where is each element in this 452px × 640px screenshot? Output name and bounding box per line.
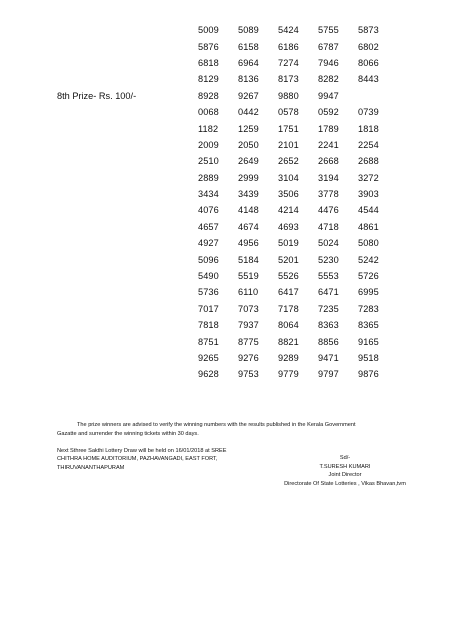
number-row xyxy=(198,88,398,104)
ticket-number: 6787 xyxy=(318,41,339,52)
ticket-number: 0592 xyxy=(318,107,339,118)
ticket-number: 5526 xyxy=(278,271,299,282)
ticket-number: 8928 xyxy=(198,90,219,101)
ticket-number: 5736 xyxy=(198,287,219,298)
ticket-number: 2668 xyxy=(318,156,339,167)
next-draw-line: THIRUVANANTHAPURAM xyxy=(57,464,125,471)
ticket-number: 1259 xyxy=(238,123,259,134)
ticket-number: 8856 xyxy=(318,336,339,347)
ticket-number: 1789 xyxy=(318,123,339,134)
ticket-number: 6417 xyxy=(278,287,299,298)
ticket-number: 8443 xyxy=(358,74,379,85)
ticket-number: 7017 xyxy=(198,303,219,314)
ticket-number: 6471 xyxy=(318,287,339,298)
ticket-number: 1818 xyxy=(358,123,379,134)
ticket-number: 7178 xyxy=(278,303,299,314)
ticket-number: 8751 xyxy=(198,336,219,347)
ticket-number: 5490 xyxy=(198,271,219,282)
number-row xyxy=(198,317,398,333)
ticket-number: 2652 xyxy=(278,156,299,167)
ticket-number: 3903 xyxy=(358,189,379,200)
number-row xyxy=(198,202,398,218)
number-row xyxy=(198,219,398,235)
ticket-number: 7946 xyxy=(318,57,339,68)
number-row xyxy=(198,104,398,120)
notice-line: The prize winners are advised to verify the winning numbers with the results published in the Kerala Government xyxy=(77,422,356,428)
ticket-number: 8282 xyxy=(318,74,339,85)
ticket-number: 0068 xyxy=(198,107,219,118)
ticket-number: 3506 xyxy=(278,189,299,200)
number-row xyxy=(198,153,398,169)
ticket-number: 5755 xyxy=(318,25,339,36)
ticket-number: 4148 xyxy=(238,205,259,216)
ticket-number: 5230 xyxy=(318,254,339,265)
ticket-number: 4544 xyxy=(358,205,379,216)
ticket-number: 4956 xyxy=(238,238,259,249)
ticket-number: 6964 xyxy=(238,57,259,68)
number-row xyxy=(198,137,398,153)
number-row xyxy=(198,301,398,317)
ticket-number: 4214 xyxy=(278,205,299,216)
ticket-number: 9289 xyxy=(278,353,299,363)
ticket-number: 8775 xyxy=(238,336,259,347)
number-row xyxy=(198,170,398,186)
ticket-number: 7235 xyxy=(318,303,339,314)
ticket-number: 2999 xyxy=(238,172,259,183)
number-row xyxy=(198,333,398,349)
ticket-number: 4674 xyxy=(238,221,259,232)
ticket-number: 4861 xyxy=(358,221,379,232)
ticket-number: 2101 xyxy=(278,139,299,150)
ticket-number: 7937 xyxy=(238,320,259,331)
ticket-number: 9779 xyxy=(278,369,299,380)
ticket-number: 4476 xyxy=(318,205,339,216)
ticket-number: 9880 xyxy=(278,90,299,101)
ticket-number: 5019 xyxy=(278,238,299,249)
number-row xyxy=(198,350,398,366)
next-draw-line: CHITHRA HOME AUDITORIUM, PAZHAVANGADI, EAST FORT, xyxy=(57,456,218,463)
ticket-number: 6158 xyxy=(238,41,259,52)
ticket-number: 9518 xyxy=(358,353,379,363)
ticket-number: 7274 xyxy=(278,57,299,68)
ticket-number: 7073 xyxy=(238,303,259,314)
number-row xyxy=(198,71,398,87)
ticket-number: 5201 xyxy=(278,254,299,265)
ticket-number: 3778 xyxy=(318,189,339,200)
ticket-number: 5519 xyxy=(238,271,259,282)
ticket-number: 5553 xyxy=(318,271,339,282)
ticket-number: 9628 xyxy=(198,369,219,380)
next-draw-line: Next Sthree Sakthi Lottery Draw will be held on 16/01/2018 at SREE xyxy=(57,448,227,454)
ticket-number: 7283 xyxy=(358,303,379,314)
ticket-number: 5726 xyxy=(358,271,379,282)
ticket-number: 8363 xyxy=(318,320,339,331)
ticket-number: 5424 xyxy=(278,25,299,36)
ticket-number: 2510 xyxy=(198,156,219,167)
ticket-number: 9165 xyxy=(358,336,379,347)
ticket-number: 7818 xyxy=(198,320,219,331)
ticket-number: 2889 xyxy=(198,172,219,183)
ticket-number: 5080 xyxy=(358,238,379,249)
next-draw-info xyxy=(57,447,247,472)
ticket-number: 4076 xyxy=(198,205,219,216)
number-row xyxy=(198,284,398,300)
ticket-number: 1751 xyxy=(278,123,299,134)
prize-label: 8th Prize- Rs. 100/- xyxy=(57,91,137,101)
ticket-number: 5873 xyxy=(358,25,379,36)
ticket-number: 0578 xyxy=(278,107,299,118)
ticket-number: 6110 xyxy=(238,287,259,298)
number-row xyxy=(198,251,398,267)
ticket-number: 2688 xyxy=(358,156,379,167)
number-row xyxy=(198,186,398,202)
ticket-number: 5024 xyxy=(318,238,339,249)
ticket-number: 8066 xyxy=(358,57,379,68)
winning-numbers-table xyxy=(198,22,398,383)
ticket-number: 8064 xyxy=(278,320,299,331)
ticket-number: 2241 xyxy=(318,139,339,150)
ticket-number: 9471 xyxy=(318,353,339,363)
ticket-number: 5089 xyxy=(238,25,259,36)
ticket-number: 9876 xyxy=(358,369,379,380)
ticket-number: 8173 xyxy=(278,74,299,85)
ticket-number: 6802 xyxy=(358,41,379,52)
number-row xyxy=(198,268,398,284)
notice-line: Gazatte and surrender the winning tickets within 30 days. xyxy=(57,430,199,437)
number-row xyxy=(198,38,398,54)
signature-sd: Sd/- xyxy=(339,455,351,461)
ticket-number: 4718 xyxy=(318,221,339,232)
ticket-number: 9276 xyxy=(238,353,259,363)
ticket-number: 5876 xyxy=(198,41,219,52)
ticket-number: 5242 xyxy=(358,254,379,265)
number-row xyxy=(198,235,398,251)
ticket-number: 9947 xyxy=(318,90,339,101)
ticket-number: 9753 xyxy=(238,369,259,380)
ticket-number: 8821 xyxy=(278,336,299,347)
ticket-number: 2009 xyxy=(198,139,219,150)
ticket-number: 6818 xyxy=(198,57,219,68)
ticket-number: 8136 xyxy=(238,74,259,85)
ticket-number: 8129 xyxy=(198,74,219,85)
signatory-title: Joint Director xyxy=(328,472,362,479)
ticket-number: 0739 xyxy=(358,107,379,118)
ticket-number: 9797 xyxy=(318,369,339,380)
ticket-number: 9267 xyxy=(238,90,259,101)
ticket-number: 2254 xyxy=(358,139,379,150)
ticket-number: 3439 xyxy=(238,189,259,200)
ticket-number: 2050 xyxy=(238,139,259,150)
signatory-office: Directorate Of State Lotteries , Vikas Bhavan,tvm xyxy=(284,480,406,487)
ticket-number: 5009 xyxy=(198,25,219,36)
number-row xyxy=(198,22,398,38)
number-row xyxy=(198,120,398,136)
ticket-number: 6186 xyxy=(278,41,299,52)
ticket-number: 8365 xyxy=(358,320,379,331)
ticket-number: 1182 xyxy=(198,123,219,134)
ticket-number: 3104 xyxy=(278,172,299,183)
ticket-number: 4693 xyxy=(278,221,299,232)
ticket-number: 3434 xyxy=(198,189,219,200)
ticket-number: 5096 xyxy=(198,254,219,265)
winner-notice xyxy=(57,421,429,438)
ticket-number: 4927 xyxy=(198,238,219,249)
ticket-number: 3194 xyxy=(318,172,339,183)
number-row xyxy=(198,366,398,382)
ticket-number: 6995 xyxy=(358,287,379,298)
ticket-number: 2649 xyxy=(238,156,259,167)
number-row xyxy=(198,55,398,71)
signature-block xyxy=(250,454,440,488)
signatory-name: T.SURESH KUMARI xyxy=(319,463,371,470)
ticket-number: 9265 xyxy=(198,353,219,363)
ticket-number: 4657 xyxy=(198,221,219,232)
ticket-number: 5184 xyxy=(238,254,259,265)
ticket-number: 3272 xyxy=(358,172,379,183)
ticket-number: 0442 xyxy=(238,107,259,118)
